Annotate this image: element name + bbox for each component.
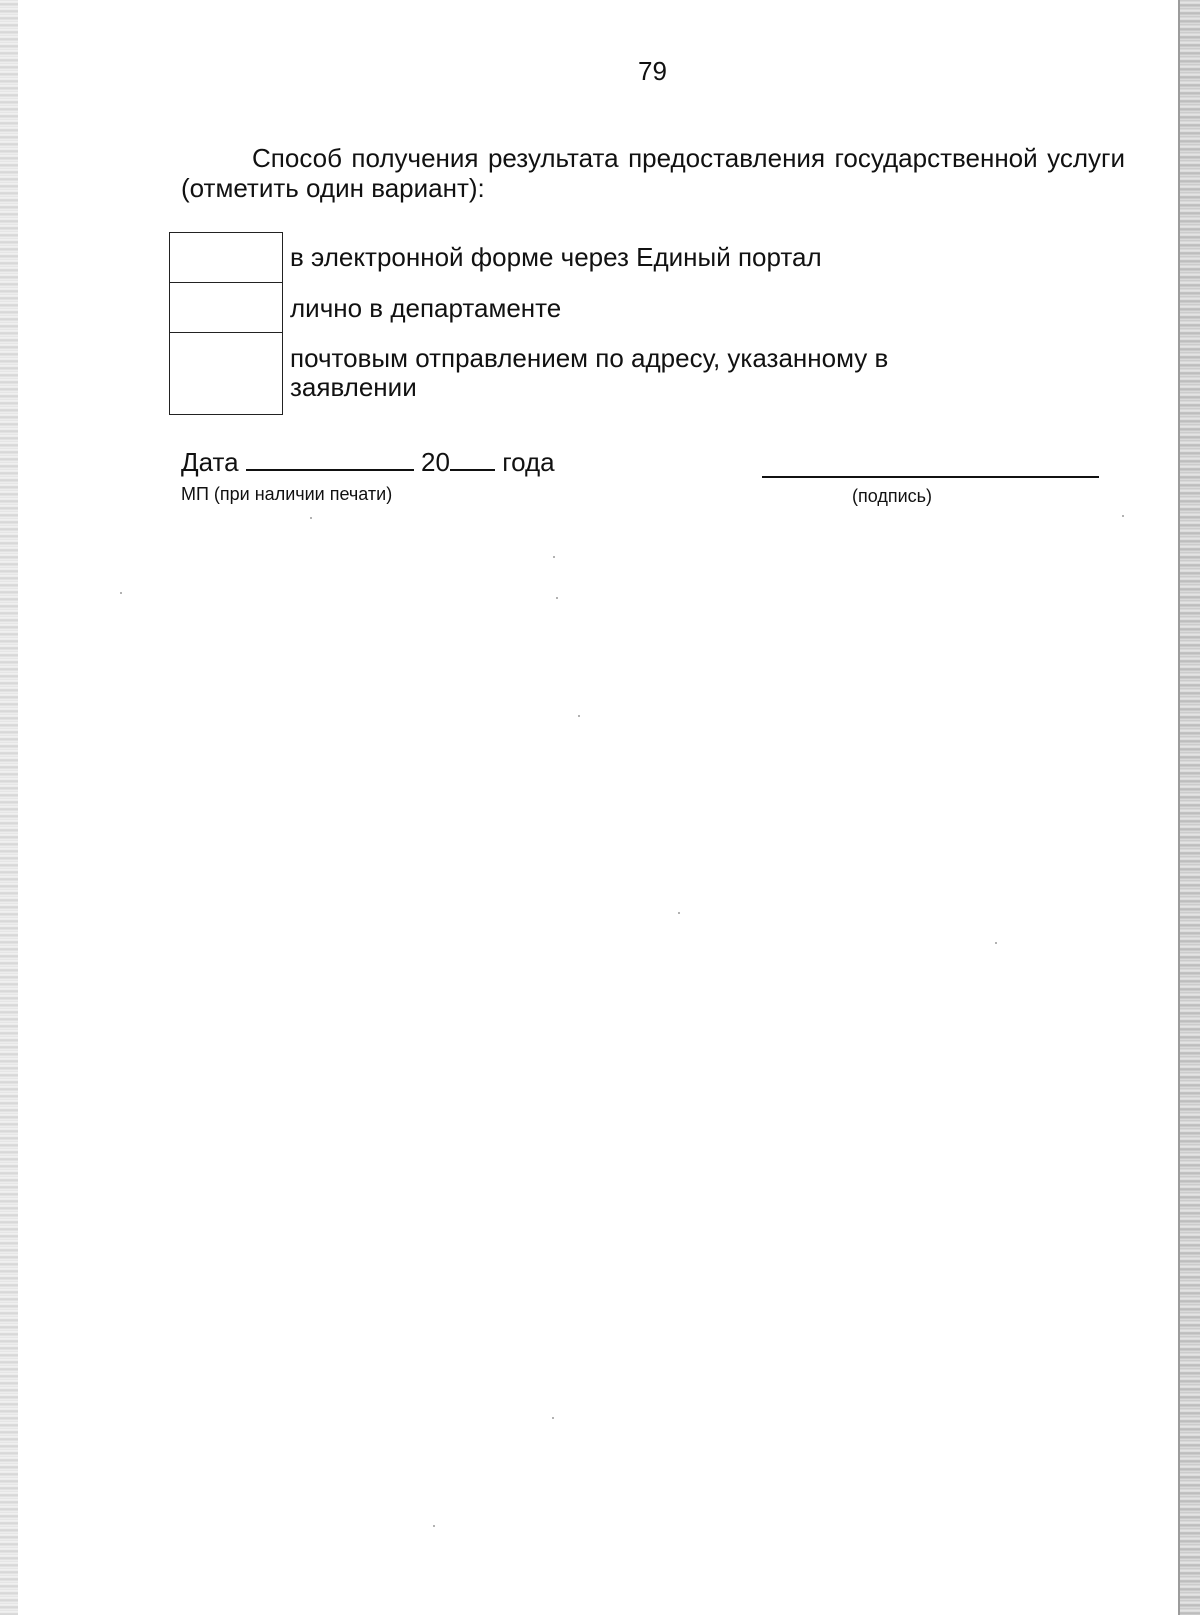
delivery-options bbox=[169, 232, 930, 415]
scan-speck bbox=[553, 556, 555, 558]
checkbox-mail[interactable] bbox=[169, 333, 283, 415]
scan-speck bbox=[1122, 515, 1124, 517]
intro-text: Способ получения результата предоставления государственной услуги (отметить один вариант): bbox=[181, 143, 1125, 203]
scan-right-edge bbox=[1178, 0, 1200, 1615]
scan-speck bbox=[556, 597, 558, 599]
scan-speck bbox=[433, 1525, 435, 1527]
scan-speck bbox=[578, 715, 580, 717]
signature-line[interactable] bbox=[762, 476, 1099, 478]
date-year-suffix: года bbox=[502, 447, 555, 477]
option-label-department: лично в департаменте bbox=[290, 293, 562, 323]
scan-left-edge bbox=[0, 0, 18, 1615]
date-blank-field[interactable] bbox=[246, 447, 414, 471]
checkbox-portal[interactable] bbox=[169, 232, 283, 283]
date-year-prefix: 20 bbox=[421, 447, 450, 477]
option-row-mail bbox=[169, 333, 930, 415]
seal-caption: МП (при наличии печати) bbox=[181, 484, 393, 504]
checkbox-department[interactable] bbox=[169, 283, 283, 333]
intro-paragraph bbox=[181, 143, 1125, 203]
date-label: Дата bbox=[181, 447, 239, 477]
date-line bbox=[181, 447, 555, 478]
scan-speck bbox=[552, 1417, 554, 1419]
scan-speck bbox=[995, 942, 997, 944]
option-row-department bbox=[169, 283, 930, 333]
signature-caption: (подпись) bbox=[852, 486, 933, 506]
scan-speck bbox=[310, 517, 312, 519]
scan-speck bbox=[120, 592, 122, 594]
page-number: 79 bbox=[638, 56, 667, 86]
year-blank-field[interactable] bbox=[450, 447, 495, 471]
option-label-mail: почтовым отправлением по адресу, указанному в заявлении bbox=[290, 343, 889, 402]
option-row-portal bbox=[169, 232, 930, 283]
scan-speck bbox=[678, 912, 680, 914]
option-label-portal: в электронной форме через Единый портал bbox=[290, 242, 822, 272]
